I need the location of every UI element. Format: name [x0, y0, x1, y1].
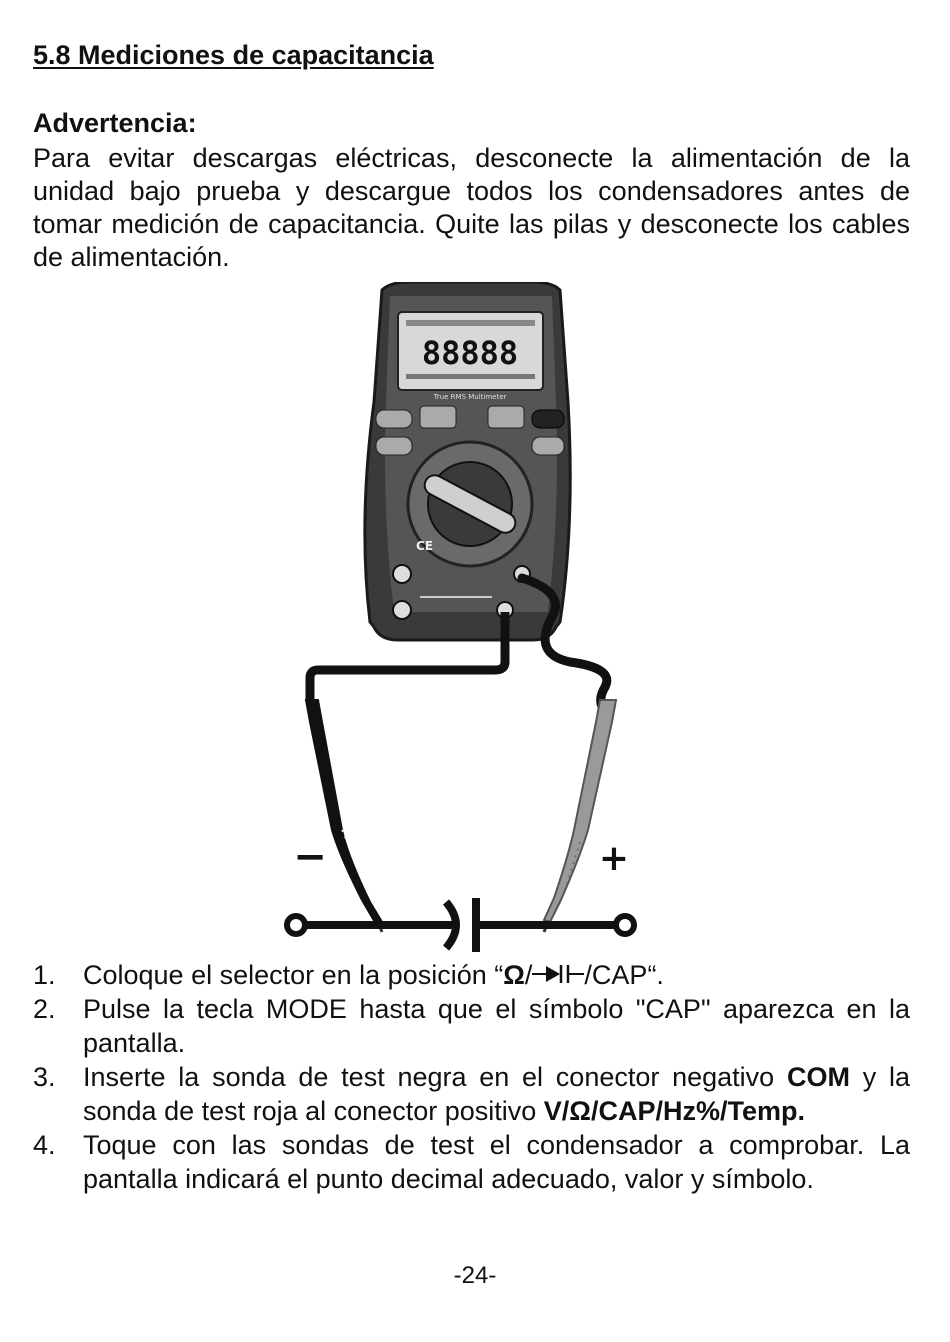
step-text: Coloque el selector en la posición “ — [83, 960, 504, 990]
slash: / — [524, 960, 533, 990]
mode-button — [376, 437, 412, 455]
step-item — [33, 992, 910, 1060]
right-terminal — [616, 916, 634, 934]
max-min-button — [532, 437, 564, 455]
positive-jack-label: V/Ω/CAP/Hz%/Temp. — [543, 1096, 805, 1126]
step-item — [33, 1128, 910, 1196]
range-button — [376, 410, 412, 428]
step-number: 4. — [33, 1130, 56, 1160]
page-number: -24- — [453, 1262, 497, 1289]
rel-button — [488, 406, 524, 428]
step-text: Toque con las sondas de test el condensador a comprobar. La pantalla indicará el punto decimal adecuado, valor y símbolo. — [83, 1130, 910, 1194]
omega-symbol: Ω — [503, 960, 525, 990]
section-title: 5.8 Mediciones de capacitancia — [33, 40, 434, 70]
light-button — [532, 410, 564, 428]
step-number: 3. — [33, 1062, 56, 1092]
multimeter-illustration — [270, 282, 690, 962]
lcd-digits: 88888 — [421, 334, 519, 372]
diode-capacitor-icon — [532, 961, 584, 987]
step-text-end: /CAP“. — [584, 960, 664, 990]
hold-button — [420, 406, 456, 428]
step-text: Inserte la sonda de test negra en el conector negativo — [83, 1062, 787, 1092]
step-item — [33, 958, 910, 992]
step-item — [33, 1060, 910, 1128]
capacitor-symbol — [287, 898, 634, 952]
steps-list — [33, 958, 910, 1196]
step-number: 1. — [33, 960, 56, 990]
warning-title: Advertencia: — [33, 108, 197, 138]
positive-sign: + — [598, 838, 630, 879]
step-text-cont: y la sonda de test roja al conector positivo — [83, 1062, 910, 1126]
meter-label: True RMS Multimeter — [433, 393, 507, 401]
ce-mark: CE — [416, 539, 434, 553]
negative-sign: − — [293, 834, 327, 880]
step-text: Pulse la tecla MODE hasta que el símbolo "CAP" aparezca en la pantalla. — [83, 994, 910, 1058]
warning-text: Para evitar descargas eléctricas, desconecte la alimentación de la unidad bajo prueba y descargue todos los condensadores antes de tomar medición de capacitancia. Quite las pilas y desconecte los cables de alimentación. — [33, 143, 910, 272]
step-number: 2. — [33, 994, 56, 1024]
10a-jack — [393, 601, 411, 619]
left-terminal — [287, 916, 305, 934]
black-test-lead — [306, 612, 505, 932]
com-label: COM — [786, 1062, 850, 1092]
ua-ma-jack — [393, 565, 411, 583]
